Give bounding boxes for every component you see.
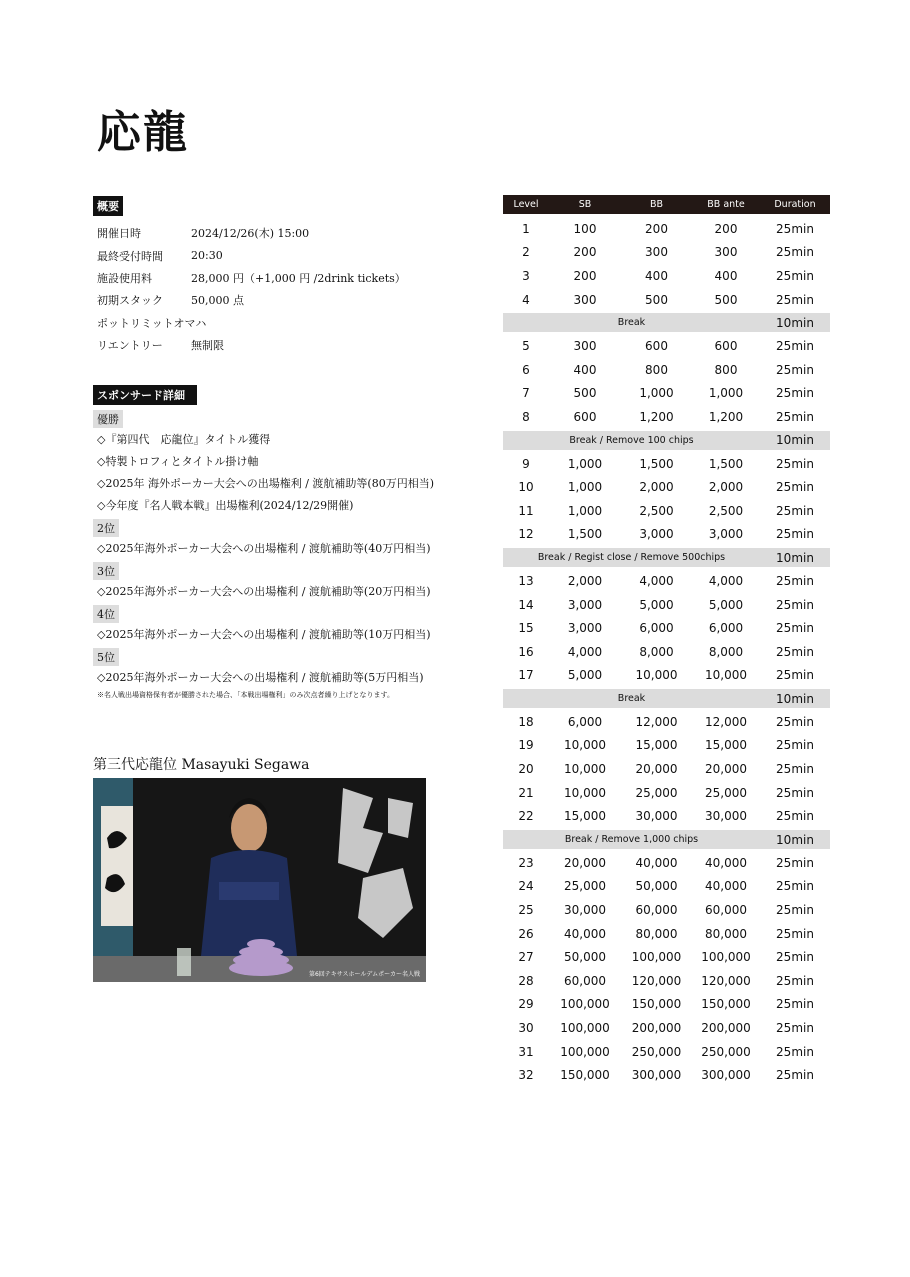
table-header — [503, 195, 830, 214]
break-row — [503, 431, 830, 450]
level-duration: 25min — [776, 973, 814, 988]
prize-item: ◇今年度『名人戦本戦』出場権利(2024/12/29開催) — [97, 499, 354, 513]
overview-key: 施設使用料 — [97, 271, 152, 285]
level-duration: 25min — [776, 221, 814, 236]
overview-row — [93, 334, 493, 356]
bb-ante: 2,500 — [708, 503, 744, 518]
big-blind: 6,000 — [639, 621, 674, 636]
break-duration: 10min — [776, 433, 814, 448]
level-row — [503, 217, 830, 241]
small-blind: 4,000 — [567, 644, 603, 659]
photo-overlay-text: 第6回テキサスホールデムポーカー名人戦 — [308, 971, 420, 978]
level-number: 16 — [518, 644, 534, 659]
big-blind: 120,000 — [631, 973, 682, 988]
level-duration: 25min — [776, 1068, 814, 1083]
small-blind: 3,000 — [567, 621, 603, 636]
overview-list — [93, 222, 493, 356]
small-blind: 5,000 — [567, 668, 603, 683]
prize-rank-label: 4位 — [93, 605, 119, 623]
overview-value: 2024/12/26(木) 15:00 — [191, 227, 310, 241]
bb-ante: 300,000 — [701, 1068, 751, 1083]
small-blind: 100,000 — [560, 997, 610, 1012]
break-duration: 10min — [776, 832, 814, 847]
level-row — [503, 804, 830, 828]
level-number: 1 — [522, 221, 530, 236]
break-label: Break — [617, 693, 646, 705]
break-label: Break / Remove 1,000 chips — [564, 834, 699, 846]
prize-group — [93, 516, 493, 559]
level-row — [503, 757, 830, 781]
bb-ante: 8,000 — [708, 644, 744, 659]
level-duration: 25min — [776, 621, 814, 636]
level-number: 19 — [518, 738, 534, 753]
small-blind: 500 — [573, 386, 597, 401]
big-blind: 250,000 — [631, 1044, 682, 1059]
level-row — [503, 452, 830, 476]
big-blind: 5,000 — [639, 597, 674, 612]
level-row — [503, 1016, 830, 1040]
prize-item: ◇特製トロフィとタイトル掛け軸 — [97, 455, 259, 469]
prize-rank-label: 2位 — [93, 519, 119, 537]
overview-heading: 概要 — [93, 196, 123, 216]
bb-ante: 1,000 — [708, 386, 744, 401]
big-blind: 25,000 — [635, 785, 678, 800]
small-blind: 1,500 — [567, 527, 603, 542]
level-number: 6 — [522, 362, 530, 377]
small-blind: 20,000 — [564, 855, 606, 870]
level-number: 21 — [518, 785, 534, 800]
level-number: 17 — [518, 668, 534, 683]
small-blind: 300 — [573, 292, 597, 307]
bb-ante: 120,000 — [701, 973, 751, 988]
small-blind: 200 — [573, 268, 597, 283]
level-duration: 25min — [776, 339, 814, 354]
big-blind: 1,200 — [639, 409, 674, 424]
header-bb: BB — [649, 199, 664, 210]
level-row — [503, 264, 830, 288]
small-blind: 2,000 — [567, 573, 603, 588]
bb-ante: 800 — [714, 362, 738, 377]
overview-row — [93, 289, 493, 311]
left-column — [93, 195, 493, 700]
prize-rank-label: 優勝 — [93, 410, 123, 428]
level-number: 9 — [522, 456, 530, 471]
bb-ante: 200,000 — [701, 1021, 751, 1036]
bb-ante: 150,000 — [701, 997, 751, 1012]
level-number: 12 — [518, 527, 534, 542]
level-duration: 25min — [776, 997, 814, 1012]
prize-item: ◇『第四代 応龍位』タイトル獲得 — [97, 433, 271, 447]
small-blind: 400 — [573, 362, 597, 377]
level-row — [503, 781, 830, 805]
header-bb-ante: BB ante — [707, 199, 745, 210]
level-number: 13 — [518, 573, 534, 588]
overview-key: ポットリミットオマハ — [97, 316, 207, 330]
big-blind: 500 — [645, 292, 668, 307]
level-number: 32 — [518, 1068, 534, 1083]
level-row — [503, 569, 830, 593]
prize-group — [93, 407, 493, 516]
big-blind: 1,500 — [639, 456, 674, 471]
small-blind: 1,000 — [567, 480, 603, 495]
big-blind: 15,000 — [635, 738, 678, 753]
bb-ante: 6,000 — [708, 621, 744, 636]
prize-group — [93, 602, 493, 645]
level-duration: 25min — [776, 386, 814, 401]
header-duration: Duration — [774, 199, 816, 210]
break-duration: 10min — [776, 691, 814, 706]
break-row — [503, 313, 830, 332]
small-blind: 50,000 — [564, 950, 606, 965]
small-blind: 25,000 — [564, 879, 606, 894]
level-duration: 25min — [776, 268, 814, 283]
small-blind: 15,000 — [564, 809, 606, 824]
big-blind: 40,000 — [635, 855, 678, 870]
big-blind: 10,000 — [635, 668, 678, 683]
level-duration: 25min — [776, 1044, 814, 1059]
level-row — [503, 969, 830, 993]
level-row — [503, 593, 830, 617]
prize-item: ◇2025年海外ポーカー大会への出場権利 / 渡航補助等(40万円相当) — [97, 542, 431, 556]
header-sb: SB — [578, 199, 592, 210]
level-number: 26 — [518, 926, 534, 941]
big-blind: 800 — [645, 362, 668, 377]
big-blind: 3,000 — [639, 527, 674, 542]
big-blind: 12,000 — [635, 714, 678, 729]
level-number: 15 — [518, 621, 534, 636]
bb-ante: 1,200 — [708, 409, 744, 424]
level-number: 4 — [522, 292, 530, 307]
level-duration: 25min — [776, 480, 814, 495]
small-blind: 10,000 — [564, 785, 606, 800]
big-blind: 80,000 — [635, 926, 678, 941]
level-duration: 25min — [776, 573, 814, 588]
level-row — [503, 499, 830, 523]
level-row — [503, 358, 830, 382]
overview-value: 28,000 円（+1,000 円 /2drink tickets） — [191, 271, 406, 285]
level-duration: 25min — [776, 409, 814, 424]
level-duration: 25min — [776, 762, 814, 777]
level-number: 18 — [518, 714, 534, 729]
small-blind: 3,000 — [567, 597, 603, 612]
level-duration: 25min — [776, 785, 814, 800]
overview-row — [93, 244, 493, 266]
level-number: 25 — [518, 903, 534, 918]
big-blind: 2,500 — [639, 503, 674, 518]
bb-ante: 100,000 — [701, 950, 751, 965]
level-duration: 25min — [776, 245, 814, 260]
level-row — [503, 945, 830, 969]
level-number: 7 — [522, 386, 530, 401]
table-body — [503, 217, 830, 1087]
level-row — [503, 875, 830, 899]
level-duration: 25min — [776, 668, 814, 683]
small-blind: 30,000 — [564, 903, 606, 918]
prize-rank-label: 5位 — [93, 648, 119, 666]
big-blind: 60,000 — [635, 903, 678, 918]
level-row — [503, 475, 830, 499]
prize-item: ◇2025年海外ポーカー大会への出場権利 / 渡航補助等(10万円相当) — [97, 628, 431, 642]
bb-ante: 250,000 — [701, 1044, 751, 1059]
big-blind: 2,000 — [639, 480, 674, 495]
sponsor-heading: スポンサード詳細 — [93, 385, 197, 405]
page-title: 応龍 — [97, 107, 189, 158]
level-row — [503, 1063, 830, 1087]
big-blind: 200 — [645, 221, 668, 236]
bb-ante: 1,500 — [708, 456, 744, 471]
break-label: Break / Remove 100 chips — [569, 434, 694, 446]
prize-rank-label: 3位 — [93, 562, 119, 580]
small-blind: 200 — [573, 245, 597, 260]
big-blind: 8,000 — [639, 644, 674, 659]
bb-ante: 4,000 — [708, 573, 744, 588]
level-number: 10 — [518, 480, 534, 495]
small-blind: 600 — [573, 409, 597, 424]
overview-key: リエントリー — [97, 339, 163, 353]
small-blind: 60,000 — [564, 973, 606, 988]
level-number: 31 — [518, 1044, 534, 1059]
level-row — [503, 898, 830, 922]
level-duration: 25min — [776, 903, 814, 918]
level-duration: 25min — [776, 644, 814, 659]
overview-row — [93, 267, 493, 289]
level-row — [503, 382, 830, 406]
level-row — [503, 851, 830, 875]
level-duration: 25min — [776, 738, 814, 753]
champion-photo-illustration — [93, 778, 426, 982]
level-row — [503, 1040, 830, 1064]
bb-ante: 40,000 — [705, 855, 747, 870]
overview-key: 開催日時 — [97, 227, 141, 241]
bb-ante: 200 — [714, 221, 738, 236]
champion-caption: 第三代応龍位 Masayuki Segawa — [93, 757, 310, 773]
big-blind: 200,000 — [631, 1021, 682, 1036]
small-blind: 150,000 — [560, 1068, 610, 1083]
level-duration: 25min — [776, 527, 814, 542]
level-duration: 25min — [776, 597, 814, 612]
header-level: Level — [513, 199, 539, 210]
big-blind: 4,000 — [639, 573, 674, 588]
level-row — [503, 334, 830, 358]
level-row — [503, 993, 830, 1017]
level-row — [503, 640, 830, 664]
level-duration: 25min — [776, 926, 814, 941]
small-blind: 100,000 — [560, 1021, 610, 1036]
bb-ante: 10,000 — [705, 668, 747, 683]
big-blind: 400 — [645, 268, 668, 283]
overview-row — [93, 222, 493, 244]
blind-structure-table — [503, 195, 830, 1087]
big-blind: 100,000 — [631, 950, 682, 965]
big-blind: 30,000 — [635, 809, 678, 824]
level-duration: 25min — [776, 503, 814, 518]
small-blind: 100,000 — [560, 1044, 610, 1059]
level-number: 23 — [518, 855, 534, 870]
bb-ante: 60,000 — [705, 903, 747, 918]
level-row — [503, 710, 830, 734]
level-number: 20 — [518, 762, 534, 777]
prize-group — [93, 645, 493, 688]
level-number: 28 — [518, 973, 534, 988]
level-number: 14 — [518, 597, 534, 612]
bb-ante: 300 — [714, 245, 738, 260]
small-blind: 10,000 — [564, 762, 606, 777]
level-row — [503, 405, 830, 429]
overview-key: 最終受付時間 — [97, 249, 163, 263]
big-blind: 50,000 — [635, 879, 678, 894]
break-duration: 10min — [776, 315, 814, 330]
level-number: 30 — [518, 1021, 534, 1036]
prize-item: ◇2025年海外ポーカー大会への出場権利 / 渡航補助等(5万円相当) — [97, 671, 424, 685]
level-duration: 25min — [776, 456, 814, 471]
level-duration: 25min — [776, 855, 814, 870]
small-blind: 6,000 — [567, 714, 603, 729]
level-row — [503, 734, 830, 758]
level-duration: 25min — [776, 879, 814, 894]
bb-ante: 400 — [714, 268, 738, 283]
level-number: 5 — [522, 339, 530, 354]
big-blind: 1,000 — [639, 386, 674, 401]
overview-row — [93, 312, 493, 334]
level-duration: 25min — [776, 1021, 814, 1036]
bb-ante: 5,000 — [708, 597, 744, 612]
level-number: 24 — [518, 879, 534, 894]
level-row — [503, 523, 830, 547]
level-row — [503, 288, 830, 312]
break-duration: 10min — [776, 550, 814, 565]
level-duration: 25min — [776, 714, 814, 729]
break-row — [503, 548, 830, 567]
small-blind: 10,000 — [564, 738, 606, 753]
big-blind: 600 — [645, 339, 668, 354]
small-blind: 1,000 — [567, 456, 603, 471]
bb-ante: 40,000 — [705, 879, 747, 894]
bb-ante: 80,000 — [705, 926, 747, 941]
break-row — [503, 689, 830, 708]
prize-group — [93, 559, 493, 602]
level-row — [503, 616, 830, 640]
big-blind: 150,000 — [631, 997, 682, 1012]
small-blind: 40,000 — [564, 926, 606, 941]
overview-value: 無制限 — [191, 339, 224, 353]
small-blind: 100 — [573, 221, 597, 236]
bb-ante: 600 — [714, 339, 738, 354]
overview-key: 初期スタック — [97, 294, 163, 308]
prize-item: ◇2025年 海外ポーカー大会への出場権利 / 渡航補助等(80万円相当) — [97, 477, 435, 491]
level-duration: 25min — [776, 362, 814, 377]
bb-ante: 12,000 — [705, 714, 747, 729]
bb-ante: 30,000 — [705, 809, 747, 824]
break-row — [503, 830, 830, 849]
champion-photo — [93, 778, 426, 982]
level-duration: 25min — [776, 292, 814, 307]
bb-ante: 3,000 — [708, 527, 744, 542]
level-number: 29 — [518, 997, 534, 1012]
level-number: 11 — [518, 503, 534, 518]
level-number: 3 — [522, 268, 530, 283]
small-blind: 1,000 — [567, 503, 603, 518]
level-row — [503, 664, 830, 688]
big-blind: 20,000 — [635, 762, 678, 777]
bb-ante: 500 — [714, 292, 738, 307]
sponsor-note: ※名人戦出場資格保有者が優勝された場合、「本戦出場権利」のみ次点者繰り上げとなります。 — [97, 691, 394, 700]
big-blind: 300,000 — [631, 1068, 682, 1083]
bb-ante: 15,000 — [705, 738, 747, 753]
bb-ante: 20,000 — [705, 762, 747, 777]
bb-ante: 2,000 — [708, 480, 744, 495]
level-duration: 25min — [776, 809, 814, 824]
big-blind: 300 — [645, 245, 668, 260]
level-number: 22 — [518, 809, 534, 824]
level-row — [503, 922, 830, 946]
level-number: 8 — [522, 409, 530, 424]
level-duration: 25min — [776, 950, 814, 965]
level-row — [503, 241, 830, 265]
prize-item: ◇2025年海外ポーカー大会への出場権利 / 渡航補助等(20万円相当) — [97, 585, 431, 599]
overview-value: 50,000 点 — [191, 294, 244, 308]
break-label: Break / Regist close / Remove 500chips — [537, 552, 726, 564]
level-number: 27 — [518, 950, 534, 965]
break-label: Break — [617, 317, 646, 329]
sponsor-list — [93, 407, 493, 688]
overview-value: 20:30 — [191, 249, 223, 263]
level-number: 2 — [522, 245, 530, 260]
bb-ante: 25,000 — [705, 785, 747, 800]
small-blind: 300 — [573, 339, 597, 354]
